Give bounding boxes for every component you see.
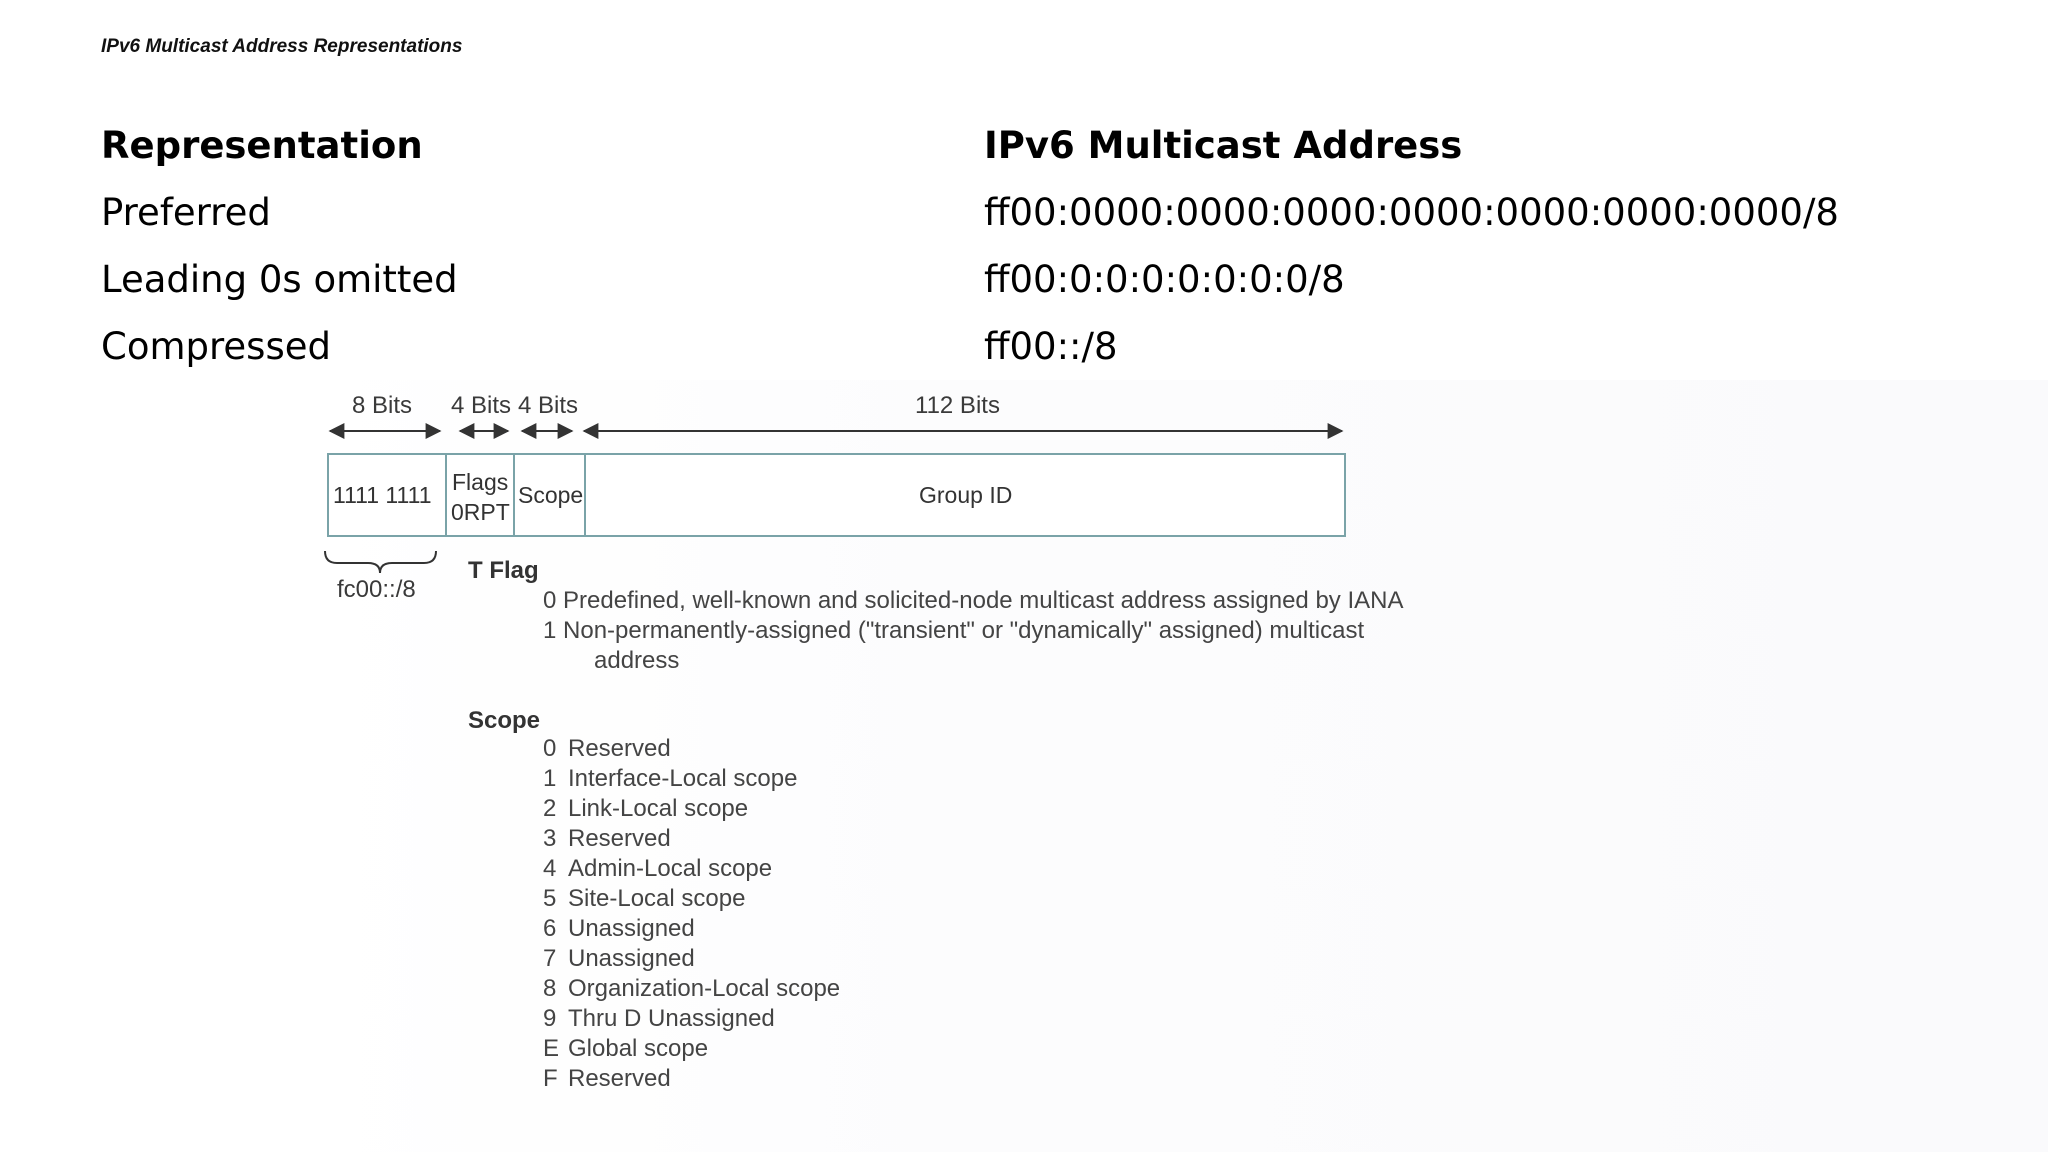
prefix-note: fc00::/8 [337, 576, 416, 603]
scope-code: 6 [543, 915, 557, 942]
scope-heading: Scope [468, 707, 541, 734]
t-flag-continuation: address [594, 647, 680, 674]
scope-text: Reserved [568, 825, 671, 852]
row-address: ff00:0000:0000:0000:0000:0000:0000:0000/8 [984, 191, 1839, 234]
t-flag-heading: T Flag [468, 557, 539, 584]
header-representation: Representation [101, 124, 423, 167]
bits-label-flags: 4 Bits [451, 392, 512, 419]
scope-code: 7 [543, 945, 557, 972]
scope-item [543, 735, 671, 765]
row-address: ff00:0:0:0:0:0:0:0/8 [984, 258, 1345, 301]
scope-item [543, 765, 797, 795]
row-address: ff00::/8 [984, 325, 1118, 368]
slide-title: IPv6 Multicast Address Representations [101, 36, 463, 57]
scope-text: Thru D Unassigned [568, 1005, 775, 1032]
t-flag-section [468, 556, 539, 586]
scope-code: 1 [543, 765, 557, 792]
row-representation: Preferred [101, 191, 271, 234]
t-flag-text: Non-permanently-assigned ("transient" or "dynamically" assigned) multicast [563, 617, 1365, 644]
field-prefix: 1111 1111 [333, 482, 432, 508]
scope-item [543, 885, 745, 915]
scope-code: 0 [543, 735, 557, 762]
field-flags-label: Flags [452, 469, 509, 495]
t-flag-text: Predefined, well-known and solicited-node multicast address assigned by IANA [563, 587, 1404, 614]
scope-item [543, 1005, 775, 1035]
scope-text: Interface-Local scope [568, 765, 798, 792]
scope-text: Reserved [568, 735, 671, 762]
scope-code: 2 [543, 795, 557, 822]
scope-text: Organization-Local scope [568, 975, 841, 1002]
scope-item [543, 975, 840, 1005]
bits-label-8: 8 Bits [352, 392, 413, 419]
scope-code: 8 [543, 975, 557, 1002]
header-address: IPv6 Multicast Address [984, 124, 1463, 167]
prefix-brace [325, 551, 436, 573]
scope-item [543, 915, 695, 945]
scope-item [543, 1035, 708, 1065]
field-group-id: Group ID [919, 482, 1013, 508]
scope-item [543, 825, 671, 855]
field-scope: Scope [518, 482, 584, 508]
scope-text: Unassigned [568, 915, 695, 942]
scope-code: 9 [543, 1005, 557, 1032]
bits-label-112: 112 Bits [915, 392, 1000, 419]
row-representation: Leading 0s omitted [101, 258, 458, 301]
t-flag-item [543, 616, 1364, 646]
scope-item [543, 945, 695, 975]
scope-item [543, 855, 772, 885]
scope-text: Admin-Local scope [568, 855, 773, 882]
scope-text: Reserved [568, 1065, 671, 1092]
field-flags-bits: 0RPT [451, 499, 510, 525]
t-flag-code: 0 [543, 587, 557, 614]
t-flag-code: 1 [543, 617, 557, 644]
scope-code: E [543, 1035, 560, 1062]
scope-item [543, 795, 748, 825]
row-representation: Compressed [101, 325, 331, 368]
bits-label-scope: 4 Bits [518, 392, 579, 419]
scope-code: 3 [543, 825, 557, 852]
scope-code: 5 [543, 885, 557, 912]
scope-code: F [543, 1065, 558, 1092]
scope-code: 4 [543, 855, 557, 882]
scope-text: Link-Local scope [568, 795, 749, 822]
scope-text: Global scope [568, 1035, 709, 1062]
scope-text: Unassigned [568, 945, 695, 972]
scope-section [468, 706, 540, 736]
t-flag-item [543, 586, 1403, 616]
scope-item [543, 1065, 671, 1095]
scope-text: Site-Local scope [568, 885, 746, 912]
